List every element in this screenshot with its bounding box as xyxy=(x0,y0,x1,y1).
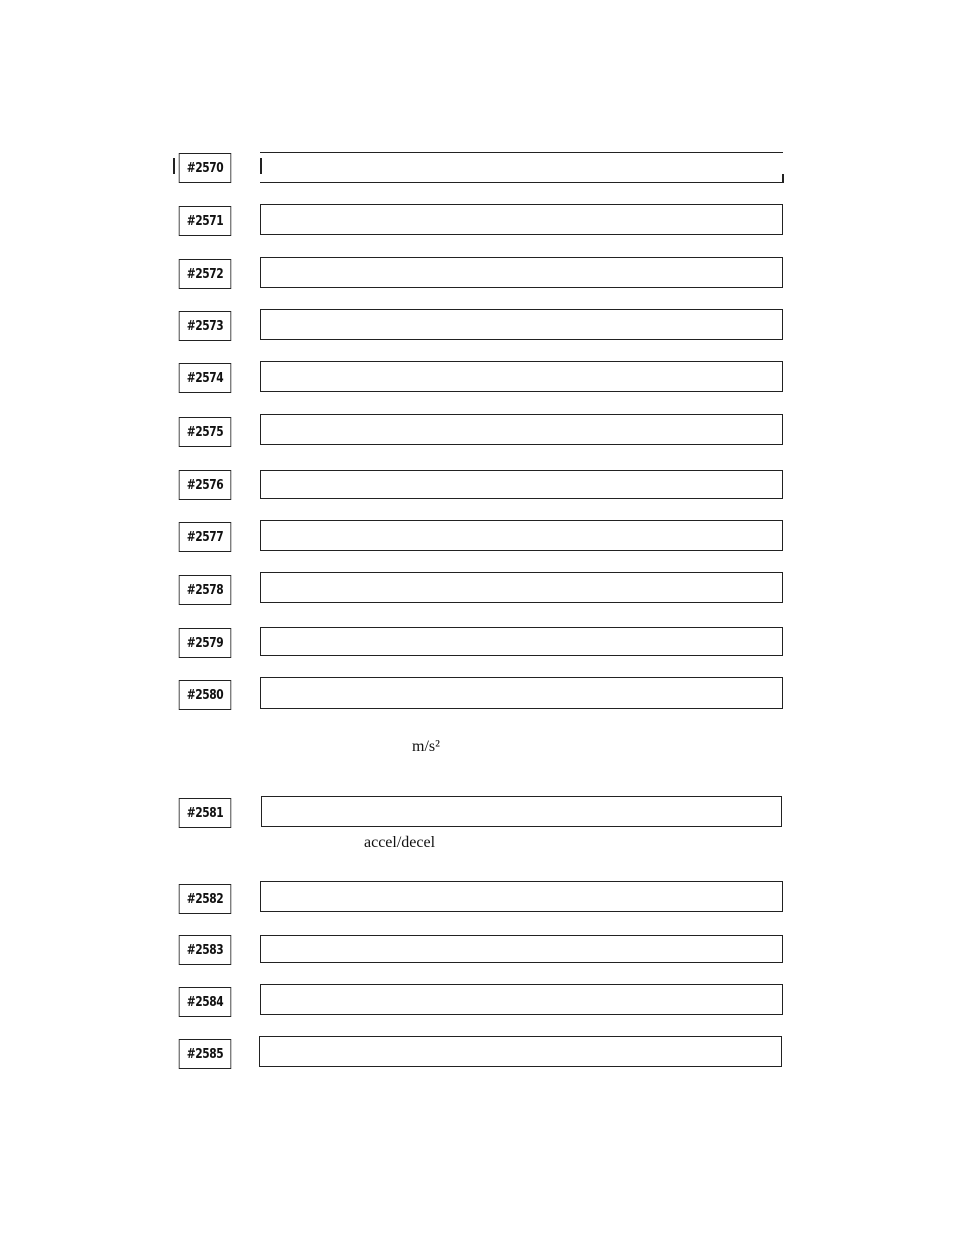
param-field-2574[interactable] xyxy=(260,361,783,392)
bracket-mark xyxy=(173,158,175,174)
param-field-2575[interactable] xyxy=(260,414,783,445)
bracket-mark xyxy=(782,174,784,183)
param-label-2583: #2583 xyxy=(179,935,231,965)
param-field-2572[interactable] xyxy=(260,257,783,288)
unit-note: m/s² xyxy=(412,738,440,755)
param-label-2575: #2575 xyxy=(179,417,231,447)
param-label-2581: #2581 xyxy=(179,798,231,828)
param-field-2573[interactable] xyxy=(260,309,783,340)
param-label-2582: #2582 xyxy=(179,884,231,914)
param-label-2577: #2577 xyxy=(179,522,231,552)
param-label-2570: #2570 xyxy=(179,153,231,183)
param-field-2579[interactable] xyxy=(260,627,783,656)
param-label-2578: #2578 xyxy=(179,575,231,605)
bracket-mark xyxy=(260,158,262,174)
param-label-2579: #2579 xyxy=(179,628,231,658)
param-label-2585: #2585 xyxy=(179,1039,231,1069)
param-field-2577[interactable] xyxy=(260,520,783,551)
param-field-2580[interactable] xyxy=(260,677,783,709)
param-label-2580: #2580 xyxy=(179,680,231,710)
param-field-2571[interactable] xyxy=(260,204,783,235)
param-field-2582[interactable] xyxy=(260,881,783,912)
param-field-2581[interactable] xyxy=(261,796,782,827)
param-field-2584[interactable] xyxy=(260,984,783,1015)
param-field-2585[interactable] xyxy=(259,1036,782,1067)
param-field-2583[interactable] xyxy=(260,935,783,963)
param-label-2576: #2576 xyxy=(179,470,231,500)
param-field-2578[interactable] xyxy=(260,572,783,603)
param-label-2573: #2573 xyxy=(179,311,231,341)
param-label-2572: #2572 xyxy=(179,259,231,289)
param-field-2576[interactable] xyxy=(260,470,783,499)
param-label-2574: #2574 xyxy=(179,363,231,393)
param-label-2584: #2584 xyxy=(179,987,231,1017)
param-label-2571: #2571 xyxy=(179,206,231,236)
accel-note: accel/decel xyxy=(364,834,436,851)
param-field-2570[interactable] xyxy=(260,152,783,183)
